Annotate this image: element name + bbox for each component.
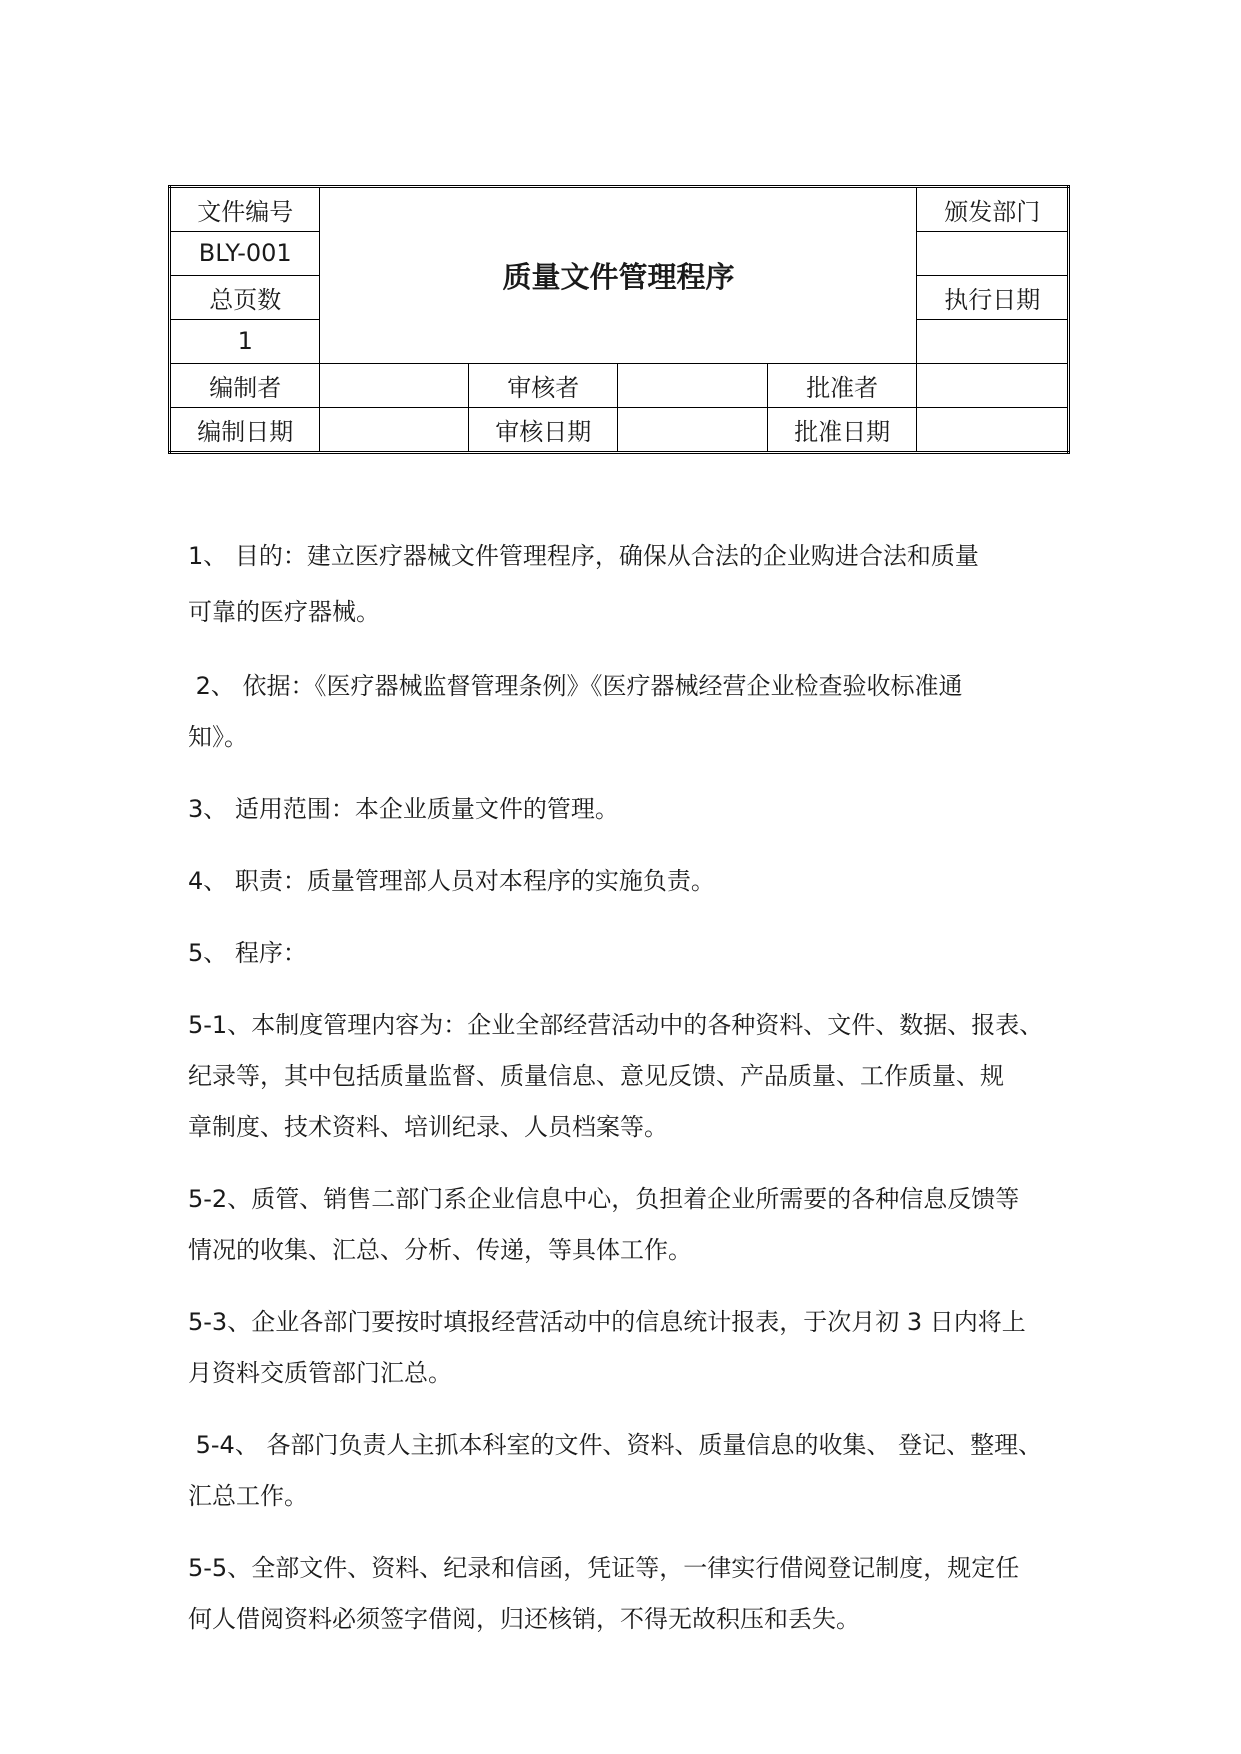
paragraph-line: 5-2、质管、销售二部门系企业信息中心，负担着企业所需要的各种信息反馈等	[188, 1185, 1020, 1213]
document-header-table	[168, 185, 1070, 454]
clause-5-2	[188, 1174, 1088, 1276]
section-procedure: 5、 程序：	[188, 939, 307, 967]
paragraph-line: 可靠的医疗器械。	[188, 598, 380, 626]
paragraph-line: 章制度、技术资料、培训纪录、人员档案等。	[188, 1113, 668, 1141]
total-pages-value: 1	[170, 319, 320, 363]
clause-5-4	[188, 1420, 1088, 1522]
paragraph-line: 何人借阅资料必须签字借阅，归还核销，不得无故积压和丢失。	[188, 1605, 860, 1633]
paragraph-line: 汇总工作。	[188, 1482, 308, 1510]
approve-date-label: 批准日期	[767, 407, 917, 452]
compile-date-label: 编制日期	[170, 407, 320, 452]
document-title: 质量文件管理程序	[320, 187, 917, 364]
paragraph-line: 知》。	[188, 723, 248, 751]
file-number-value: BLY-001	[170, 232, 320, 276]
paragraph-line: 5-4、 各部门负责人主抓本科室的文件、资料、质量信息的收集、 登记、整理、	[188, 1431, 1043, 1459]
reviewer-label: 审核者	[468, 363, 617, 407]
section-responsibility: 4、 职责：质量管理部人员对本程序的实施负责。	[188, 867, 715, 895]
paragraph-line: 纪录等，其中包括质量监督、质量信息、意见反馈、产品质量、工作质量、规	[188, 1062, 1004, 1090]
paragraph-line: 月资料交质管部门汇总。	[188, 1359, 452, 1387]
file-number-label: 文件编号	[170, 187, 320, 232]
paragraph-line: 2、 依据：《医疗器械监督管理条例》《医疗器械经营企业检查验收标准通	[188, 672, 963, 700]
paragraph-line: 情况的收集、汇总、分析、传递，等具体工作。	[188, 1236, 692, 1264]
section-scope: 3、 适用范围：本企业质量文件的管理。	[188, 795, 619, 823]
review-date-label: 审核日期	[468, 407, 617, 452]
section-basis	[188, 661, 1088, 763]
approve-date-value	[917, 407, 1069, 452]
approver-label: 批准者	[767, 363, 917, 407]
issuing-department-value	[917, 232, 1069, 276]
clause-5-3	[188, 1297, 1088, 1399]
paragraph-line: 1、 目的：建立医疗器械文件管理程序，确保从合法的企业购进合法和质量	[188, 542, 979, 570]
clause-5-1	[188, 1000, 1088, 1153]
effective-date-value	[917, 319, 1069, 363]
issuing-department-label: 颁发部门	[917, 187, 1069, 232]
clause-5-5	[188, 1543, 1088, 1645]
compiler-value	[320, 363, 468, 407]
compile-date-value	[320, 407, 468, 452]
total-pages-label: 总页数	[170, 275, 320, 319]
approver-value	[917, 363, 1069, 407]
effective-date-label: 执行日期	[917, 275, 1069, 319]
review-date-value	[618, 407, 767, 452]
paragraph-line: 5-1、本制度管理内容为：企业全部经营活动中的各种资料、文件、数据、报表、	[188, 1011, 1044, 1039]
section-purpose	[188, 528, 1088, 640]
paragraph-line: 5-3、企业各部门要按时填报经营活动中的信息统计报表，于次月初 3 日内将上	[188, 1308, 1026, 1336]
document-body	[188, 528, 1088, 1666]
paragraph-line: 5-5、全部文件、资料、纪录和信函，凭证等，一律实行借阅登记制度，规定任	[188, 1554, 1020, 1582]
compiler-label: 编制者	[170, 363, 320, 407]
reviewer-value	[618, 363, 767, 407]
